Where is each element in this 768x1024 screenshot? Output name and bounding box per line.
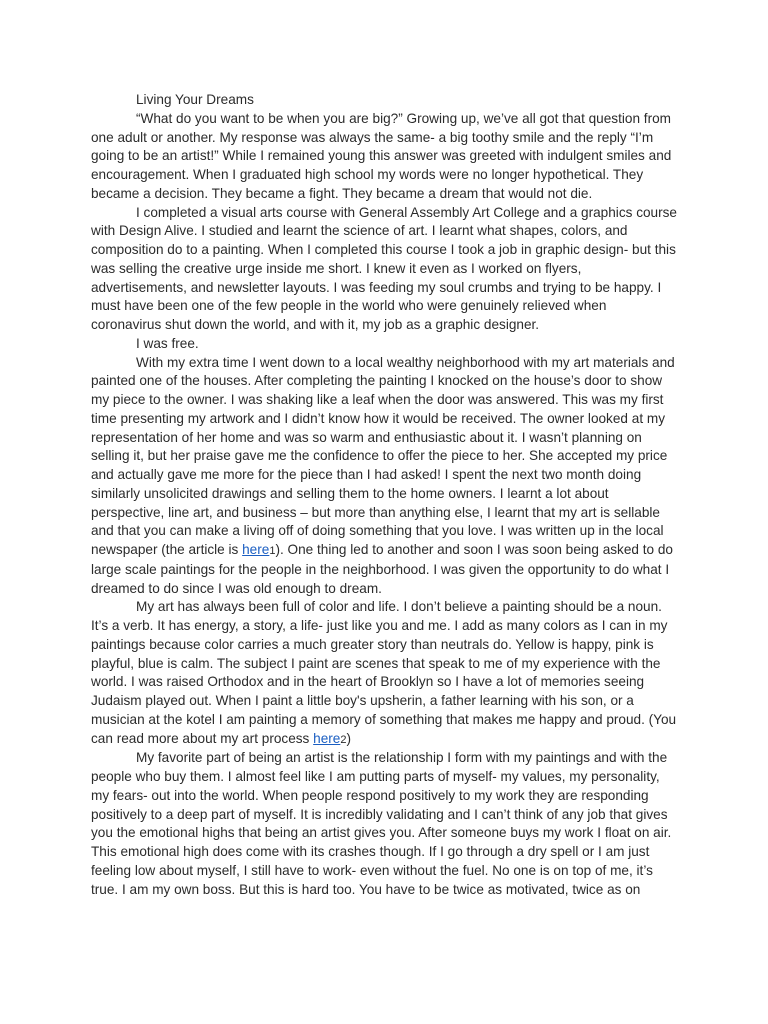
paragraph-3: I was free. bbox=[136, 335, 199, 351]
paragraph-4-text-start: With my extra time I went down to a local wealthy neighborhood with my art materials and painted one of the houses. After completing the painting I knocked on the house’s door to show my piece to the owner. I was shaking like a leaf when the door was answered. This was my first time presenting my artwork and I didn’t know how it would be received. The owner looked at my representation of her home and was so warm and enthusiastic about it. I wasn’t planning on selling it, but her praise gave me the confidence to offer the piece to her. She accepted my price and actually gave me more for the piece than I had asked! I spent the next two month doing similarly unsolicited drawings and selling them to the home owners. I learnt a lot about perspective, line art, and business – but more than anything else, I learnt that my art is sellable and that you can make a living off of doing something that you love. I was written up in the local newspaper (the article is bbox=[91, 354, 675, 557]
paragraph-4-text-end: ). One thing led to another and soon I was soon being asked to do large scale paintings for the people in the neighborhood. I was given the opportunity to do what I dreamed to do since I was old enough to dream. bbox=[91, 542, 673, 596]
paragraph-5-text-start: My art has always been full of color and life. I don’t believe a painting should be a noun. It’s a verb. It has energy, a story, a life- just like you and me. I add as many colors as I can in my paintings because color carries a much greater story than neutrals do. Yellow is happy, pink is playful, blue is calm. The subject I paint are scenes that speak to me of my experience with the world. I was raised Orthodox and in the heart of Brooklyn so I have a lot of memories seeing Judaism played out. When I paint a little boy's upsherin, a father learning with his son, or a musician at the kotel I am painting a memory of something that makes me happy and proud. (You can read more about my art process bbox=[91, 599, 677, 746]
paragraph-5 bbox=[91, 598, 677, 749]
article-link[interactable]: here bbox=[242, 542, 270, 557]
paragraph-1: “What do you want to be when you are big?” Growing up, we’ve all got that question from one adult or another. My response was always the same- a big toothy smile and the reply “I’m going to be an artist!” While I remained young this answer was greeted with indulgent smiles and encouragement. When I graduated high school my words were no longer hypothetical. They became a decision. They became a fight. They became a dream that would not die. bbox=[91, 110, 672, 201]
paragraph-6: My favorite part of being an artist is the relationship I form with my paintings and with the people who buy them. I almost feel like I am putting parts of myself- my values, my personality, my fears- out into the world. When people respond positively to my work they are responding positively to a deep part of myself. It is incredibly validating and I can’t think of any job that gives you the emotional highs that being an artist gives you. After someone buys my work I float on air. This emotional high does come with its crashes though. If I go through a dry spell or I am just feeling low about myself, I still have to work- even without the fuel. No one is on top of me, it’s true. I am my own boss. But this is hard too. You have to be twice as motivated, twice as on bbox=[91, 750, 672, 897]
document-body bbox=[91, 91, 677, 899]
paragraph-5-text-end: ) bbox=[346, 730, 352, 746]
paragraph-4 bbox=[91, 354, 677, 599]
art-process-link[interactable]: here bbox=[313, 730, 341, 746]
footnote-marker-1: 1 bbox=[269, 545, 276, 557]
document-title: Living Your Dreams bbox=[136, 92, 254, 107]
paragraph-2: I completed a visual arts course with General Assembly Art College and a graphics course with Design Alive. I studied and learnt the science of art. I learnt what shapes, colors, and composition do to a painting. When I completed this course I took a job in graphic design- but this was selling the creative urge inside me short. I knew it even as I worked on flyers, advertisements, and newsletter layouts. I was feeding my soul crumbs and trying to be happy. I must have been one of the few people in the world who were genuinely relieved when coronavirus shut down the world, and with it, my job as a graphic designer. bbox=[91, 204, 677, 332]
footnote-marker-2: 2 bbox=[340, 733, 347, 746]
